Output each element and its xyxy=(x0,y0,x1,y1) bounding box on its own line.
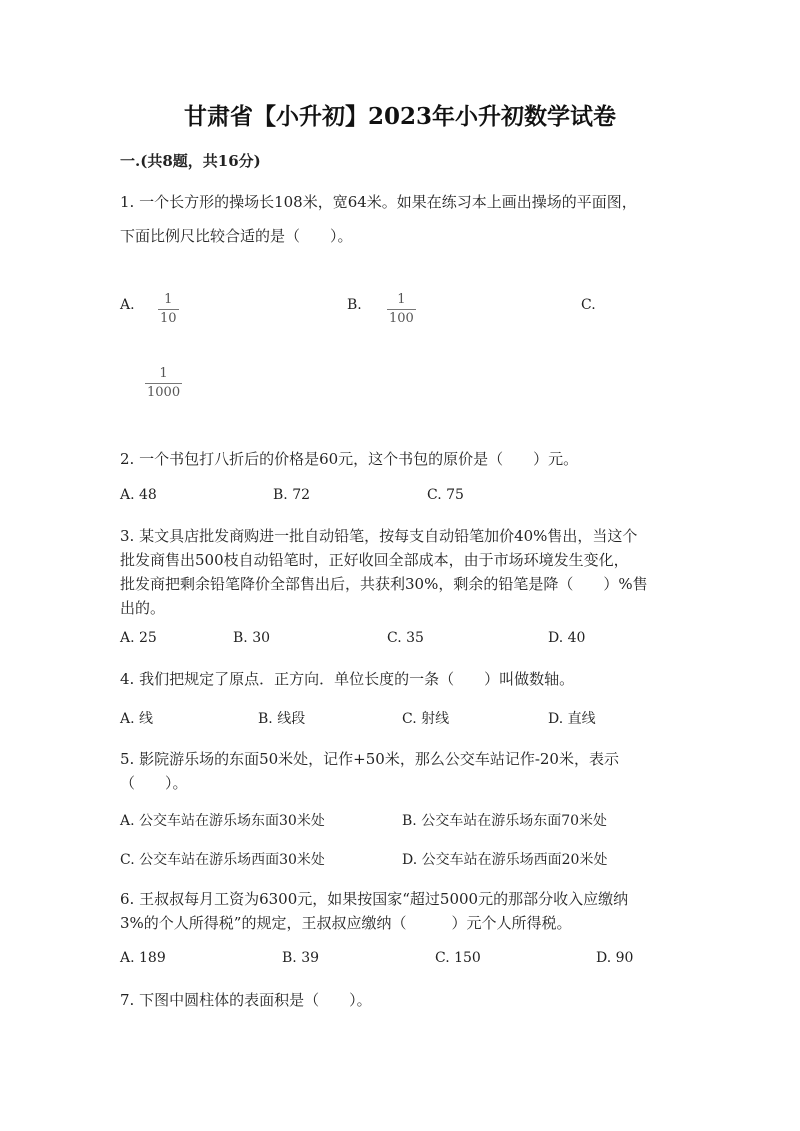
q4-option-a: A. 线 xyxy=(120,711,154,727)
q6-option-d: D. 90 xyxy=(596,950,634,966)
section-header: 一.(共8题，共16分) xyxy=(120,152,261,170)
question-7-text: 7. 下图中圆柱体的表面积是（ ）。 xyxy=(120,991,372,1009)
q3-option-b: B. 30 xyxy=(233,630,271,646)
fraction-denominator: 100 xyxy=(389,311,414,326)
question-3-line-3: 批发商把剩余铅笔降价全部售出后，共获利30%，剩余的铅笔是降（ ）%售 xyxy=(120,575,648,593)
fraction-bar xyxy=(145,383,182,384)
fraction-bar xyxy=(158,309,179,310)
q5-option-d: D. 公交车站在游乐场西面20米处 xyxy=(402,852,608,868)
q1-option-a-fraction xyxy=(158,288,179,326)
question-2-text: 2. 一个书包打八折后的价格是60元，这个书包的原价是（ ）元。 xyxy=(120,450,579,468)
page-title: 甘肃省【小升初】2023年小升初数学试卷 xyxy=(183,103,616,130)
question-5-line-2: （ ）。 xyxy=(120,774,188,792)
q5-option-b: B. 公交车站在游乐场东面70米处 xyxy=(402,813,608,829)
question-3-line-4: 出的。 xyxy=(120,599,166,617)
q1-option-c-label: C. xyxy=(581,297,596,313)
question-4-text: 4. 我们把规定了原点．正方向．单位长度的一条（ ）叫做数轴。 xyxy=(120,670,575,688)
question-6-line-1: 6. 王叔叔每月工资为6300元，如果按国家“超过5000元的那部分收入应缴纳 xyxy=(120,890,629,908)
q2-option-c: C. 75 xyxy=(427,487,464,503)
q4-option-c: C. 射线 xyxy=(402,711,450,727)
q5-option-c: C. 公交车站在游乐场西面30米处 xyxy=(120,852,325,868)
fraction-denominator: 1000 xyxy=(147,385,181,400)
q5-option-a: A. 公交车站在游乐场东面30米处 xyxy=(120,813,325,829)
question-1-line-2: 下面比例尺比较合适的是（ ）。 xyxy=(120,227,353,245)
q2-option-b: B. 72 xyxy=(273,487,311,503)
fraction-numerator: 1 xyxy=(397,292,406,307)
q2-option-a: A. 48 xyxy=(120,487,157,503)
q1-option-a-label: A. xyxy=(120,297,135,313)
q3-option-a: A. 25 xyxy=(120,630,157,646)
q1-option-b-fraction xyxy=(387,288,416,326)
question-5-line-1: 5. 影院游乐场的东面50米处，记作+50米，那么公交车站记作-20米，表示 xyxy=(120,750,619,768)
q6-option-a: A. 189 xyxy=(120,950,166,966)
fraction-numerator: 1 xyxy=(159,366,168,381)
q3-option-c: C. 35 xyxy=(387,630,424,646)
fraction-numerator: 1 xyxy=(164,292,173,307)
q6-option-c: C. 150 xyxy=(435,950,481,966)
fraction-bar xyxy=(387,309,416,310)
q6-option-b: B. 39 xyxy=(282,950,320,966)
q1-option-b-label: B. xyxy=(347,297,362,313)
question-3-line-2: 批发商售出500枝自动铅笔时，正好收回全部成本，由于市场环境发生变化， xyxy=(120,551,629,569)
question-1-line-1: 1. 一个长方形的操场长108米，宽64米。如果在练习本上画出操场的平面图， xyxy=(120,193,637,211)
question-3-line-1: 3. 某文具店批发商购进一批自动铅笔，按每支自动铅笔加价40%售出，当这个 xyxy=(120,527,638,545)
q4-option-d: D. 直线 xyxy=(548,711,596,727)
q4-option-b: B. 线段 xyxy=(258,711,306,727)
q1-option-c-fraction xyxy=(145,362,182,400)
q3-option-d: D. 40 xyxy=(548,630,586,646)
fraction-denominator: 10 xyxy=(160,311,177,326)
question-6-line-2: 3%的个人所得税”的规定，王叔叔应缴纳（ ）元个人所得税。 xyxy=(120,914,572,932)
